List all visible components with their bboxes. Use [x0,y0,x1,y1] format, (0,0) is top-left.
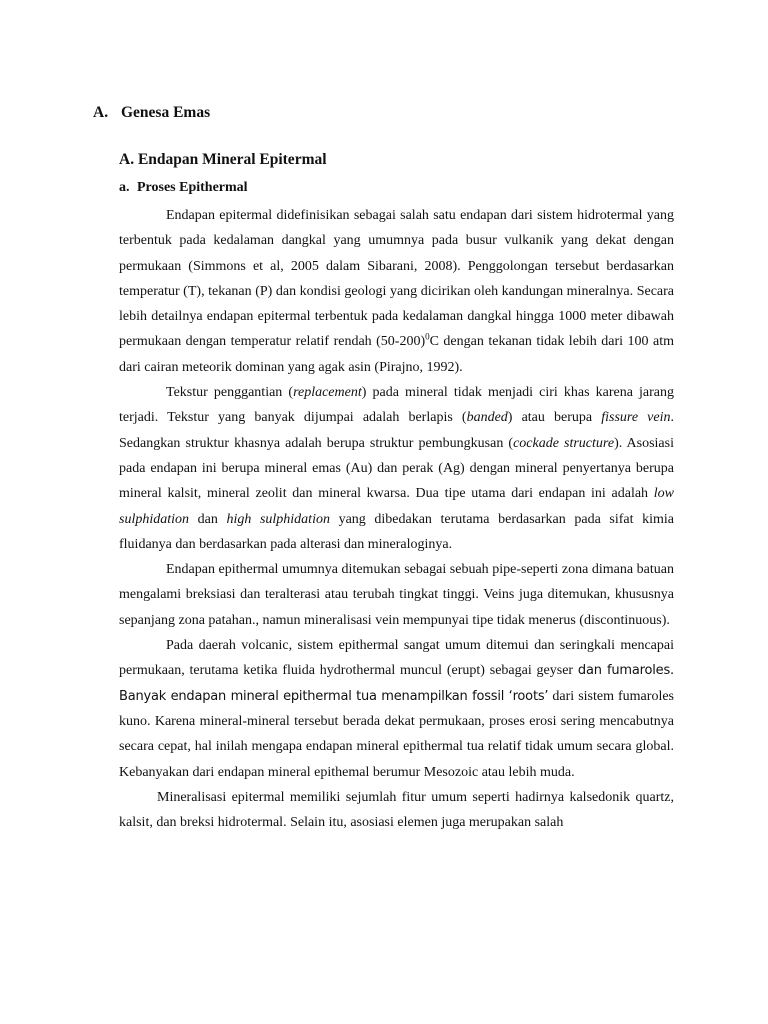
paragraph-2-text-c: ) atau berupa [507,410,602,426]
subsubsection-number: a. [119,180,130,195]
term-high-sulphidation: high sulphidation [226,511,330,527]
paragraph-2-text-e: ). Asosiasi pada endapan ini berupa mineral emas (Au) dan perak (Ag) dengan mineral penyertanya berupa mineral kalsit, mineral zeolit dan mineral kwarsa. Dua tipe utama dari endapan ini adalah [119,435,674,502]
paragraph-2-text-g: yang dibedakan terutama berdasarkan pada sifat kimia fluidanya dan berdasarkan pada alterasi dan mineraloginya. [119,511,674,552]
paragraph-2-text-f: dan [189,511,227,527]
term-fissure-vein: fissure vein [601,410,671,426]
subsection-heading: A. Endapan Mineral Epitermal [119,151,327,168]
term-banded: banded [466,410,508,426]
paragraph-1 [119,203,674,380]
term-replacement: replacement [293,385,362,401]
paragraph-5: Mineralisasi epitermal memiliki sejumlah fitur umum seperti hadirnya kalsedonik quartz, kalsit, dan breksi hidrotermal. Selain itu, asosiasi elemen juga merupakan salah [119,789,674,831]
paragraph-2-text-d: . Sedangkan struktur khasnya adalah berupa struktur pembungkusan ( [119,410,674,451]
paragraph-4-text-a: Pada daerah volcanic, sistem epithermal sangat umum ditemui dan seringkali mencapai permukaan, terutama ketika fluida hydrothermal muncul (erupt) sebagai geyser [119,638,674,679]
paragraph-4-handwritten-style-text: dan fumaroles. Banyak endapan mineral epithermal tua menampilkan fossil ‘roots’ [119,663,674,704]
subsubsection-heading [119,180,248,196]
section-heading [93,104,210,122]
paragraph-4 [119,633,674,785]
paragraph-2-text-b: ) pada mineral tidak menjadi ciri khas karena jarang terjadi. Tekstur yang banyak dijumpai adalah berlapis ( [119,385,675,426]
degree-superscript: 0 [425,331,430,342]
paragraph-4-text-b: dari sistem fumaroles kuno. Karena mineral-mineral tersebut berada dekat permukaan, proses erosi sering mencabutnya secara cepat, hal inilah mengapa endapan mineral epithermal tua relatif tidak umum secara global. Kebanyakan dari endapan mineral epithemal berumur Mesozoic atau lebih muda. [119,688,674,780]
section-title: Genesa Emas [121,104,211,121]
term-low-sulphidation: low sulphidation [119,486,674,527]
paragraph-2-text-a: Tekstur penggantian ( [166,385,294,401]
subsubsection-title: Proses Epithermal [137,180,248,195]
paragraph-1-text: Endapan epitermal didefinisikan sebagai salah satu endapan dari sistem hidrotermal yang terbentuk pada kedalaman dangkal yang umumnya pada busur vulkanik yang dekat dengan permukaan (Simmons et al, 2005 dalam Sibarani, 2008). Penggolongan tersebut berdasarkan temperatur (T), tekanan (P) dan kondisi geologi yang dicirikan oleh kandungan mineralnya. Secara lebih detailnya endapan epitermal terbentuk pada kedalaman dangkal hingga 1000 meter dibawah permukaan dengan temperatur relatif rendah (50-200) [119,208,674,350]
section-number: A. [93,104,109,121]
paragraph-2 [119,380,674,557]
paragraph-3: Endapan epithermal umumnya ditemukan sebagai sebuah pipe-seperti zona dimana batuan mengalami breksiasi dan teralterasi atau terubah tingkat tinggi. Veins juga ditemukan, khususnya sepanjang zona patahan., namun mineralisasi vein mempunyai tipe tidak menerus (discontinuous). [119,562,674,628]
term-cockade-structure: cockade structure [513,435,615,451]
paragraph-1-tail: C dengan tekanan tidak lebih dari 100 atm dari cairan meteorik dominan yang agak asin (Pirajno, 1992). [119,334,674,375]
body-text [119,203,674,835]
